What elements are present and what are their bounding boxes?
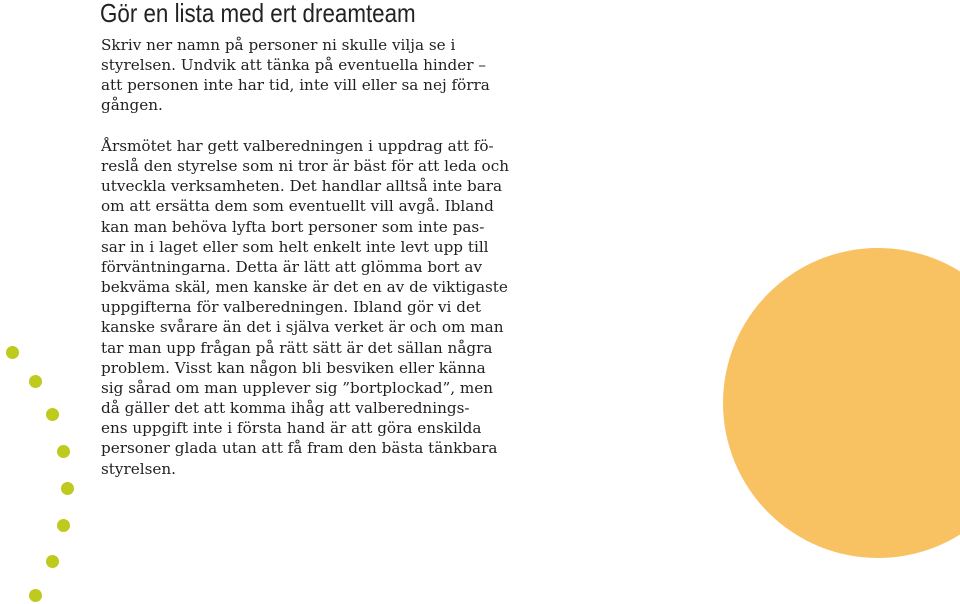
body-line: ens uppgift inte i första hand är att göra enskilda	[101, 419, 482, 438]
body-line: Årsmötet har gett valberedningen i uppdrag att fö-	[101, 137, 494, 155]
intro-line: att personen inte har tid, inte vill eller sa nej förra	[101, 76, 490, 94]
decorative-dot	[57, 445, 70, 458]
decorative-dot	[46, 408, 59, 421]
body-line: kanske svårare än det i själva verket är och om man	[101, 318, 504, 337]
body-line: utveckla verksamheten. Det handlar alltså inte bara	[101, 177, 503, 196]
body-line: styrelsen.	[101, 459, 176, 478]
decorative-dot	[57, 519, 70, 532]
body-line: förväntningarna. Detta är lätt att glömma bort av	[101, 257, 483, 276]
body-line: personer glada utan att få fram den bästa tänkbara	[101, 439, 498, 458]
body-line: tar man upp frågan på rätt sätt är det sällan några	[101, 338, 493, 357]
page-title: Gör en lista med ert dreamteam	[100, 0, 416, 28]
decorative-circle	[723, 248, 960, 558]
body-line: reslå den styrelse som ni tror är bäst för att leda och	[101, 157, 509, 176]
intro-line: Skriv ner namn på personer ni skulle vilja se i	[101, 36, 456, 54]
decorative-dot	[46, 555, 59, 568]
body-line: kan man behöva lyfta bort personer som inte pas-	[101, 217, 485, 236]
intro-paragraph	[101, 35, 490, 115]
decorative-dot	[29, 375, 42, 388]
body-line: problem. Visst kan någon bli besviken eller känna	[101, 358, 486, 377]
body-paragraph	[101, 136, 509, 479]
body-line: sig sårad om man upplever sig ”bortplockad”, men	[101, 378, 494, 397]
decorative-dot	[61, 482, 74, 495]
body-line: bekväma skäl, men kanske är det en av de viktigaste	[101, 278, 508, 297]
body-line: om att ersätta dem som eventuellt vill avgå. Ibland	[101, 197, 494, 216]
body-line: uppgifterna för valberedningen. Ibland gör vi det	[101, 298, 482, 317]
decorative-dot	[29, 589, 42, 602]
decorative-dot	[6, 346, 19, 359]
body-line: då gäller det att komma ihåg att valberednings-	[101, 399, 470, 418]
intro-line: styrelsen. Undvik att tänka på eventuella hinder –	[101, 56, 486, 74]
body-line: sar in i laget eller som helt enkelt inte levt upp till	[101, 237, 489, 256]
intro-line: gången.	[101, 96, 163, 114]
